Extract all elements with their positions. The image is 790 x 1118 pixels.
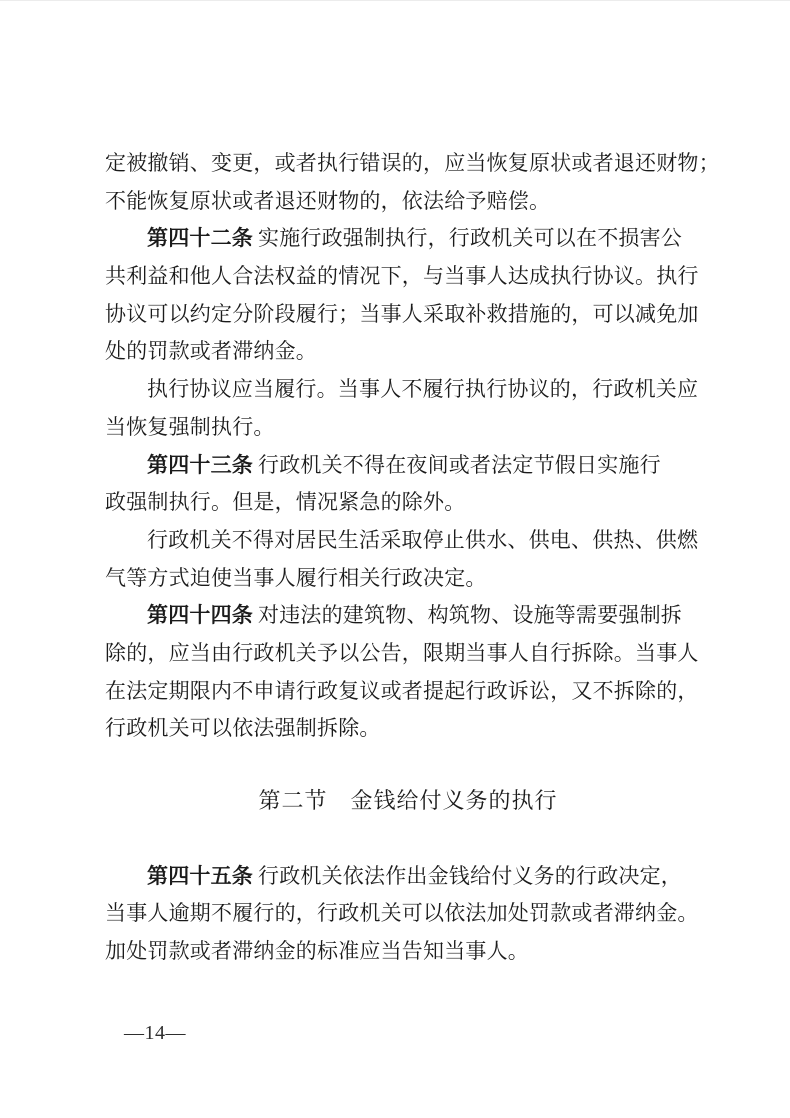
line-text: 对违法的建筑物、构筑物、设施等需要强制拆	[258, 603, 682, 628]
section-heading: 第二节 金钱给付义务的执行	[258, 788, 558, 813]
line-text: 行政机关依法作出金钱给付义务的行政决定，	[258, 863, 682, 888]
line-text: 行政机关不得对居民生活采取停止供水、供电、供热、供燃	[147, 527, 699, 552]
line-text: 执行协议应当履行。当事人不履行执行协议的，行政机关应	[147, 377, 699, 402]
line-text: 加处罚款或者滞纳金的标准应当告知当事人。	[105, 939, 529, 964]
line-text: 政强制执行。但是，情况紧急的除外。	[105, 490, 466, 515]
text-line	[105, 371, 711, 409]
line-text: 不能恢复原状或者退还财物的，依法给予赔偿。	[105, 188, 551, 213]
page-number: —14—	[124, 1022, 186, 1044]
line-text: 定被撤销、变更，或者执行错误的，应当恢复原状或者退还财物；	[105, 151, 720, 175]
text-line	[105, 296, 711, 334]
line-text: 当恢复强制执行。	[105, 414, 275, 439]
line-text: 共利益和他人合法权益的情况下，与当事人达成执行协议。执行	[105, 264, 699, 289]
line-text: 当事人逾期不履行的，行政机关可以依法加处罚款或者滞纳金。	[105, 901, 699, 926]
text-line	[105, 673, 711, 711]
text-line	[105, 895, 711, 933]
article-number: 第四十二条	[147, 227, 253, 251]
article-number: 第四十五条	[147, 864, 253, 888]
text-line	[105, 220, 711, 258]
line-text: 协议可以约定分阶段履行；当事人采取补救措施的，可以减免加	[105, 301, 699, 326]
line-text: 行政机关不得在夜间或者法定节假日实施行	[258, 452, 661, 477]
text-line	[105, 522, 711, 560]
text-line	[105, 560, 711, 598]
line-text: 在法定期限内不申请行政复议或者提起行政诉讼，又不拆除的，	[105, 678, 699, 703]
text-line	[105, 635, 711, 673]
line-text: 行政机关可以依法强制拆除。	[105, 716, 381, 741]
text-line	[105, 447, 711, 485]
text-line	[105, 145, 720, 183]
text-line	[105, 858, 711, 896]
article-number: 第四十四条	[147, 604, 253, 628]
text-line	[105, 333, 711, 371]
text-line	[105, 258, 711, 296]
line-text: 气等方式迫使当事人履行相关行政决定。	[105, 565, 487, 590]
article-number: 第四十三条	[147, 453, 253, 477]
line-text: 处的罚款或者滞纳金。	[105, 339, 317, 364]
line-text: 除的，应当由行政机关予以公告，限期当事人自行拆除。当事人	[105, 640, 699, 665]
text-line	[105, 484, 711, 522]
text-line	[105, 183, 711, 221]
text-line	[105, 933, 711, 971]
text-line	[105, 409, 711, 447]
text-line	[105, 710, 711, 748]
text-line	[105, 597, 711, 635]
document-body	[105, 145, 720, 971]
line-text: 实施行政强制执行，行政机关可以在不损害公	[258, 226, 682, 251]
